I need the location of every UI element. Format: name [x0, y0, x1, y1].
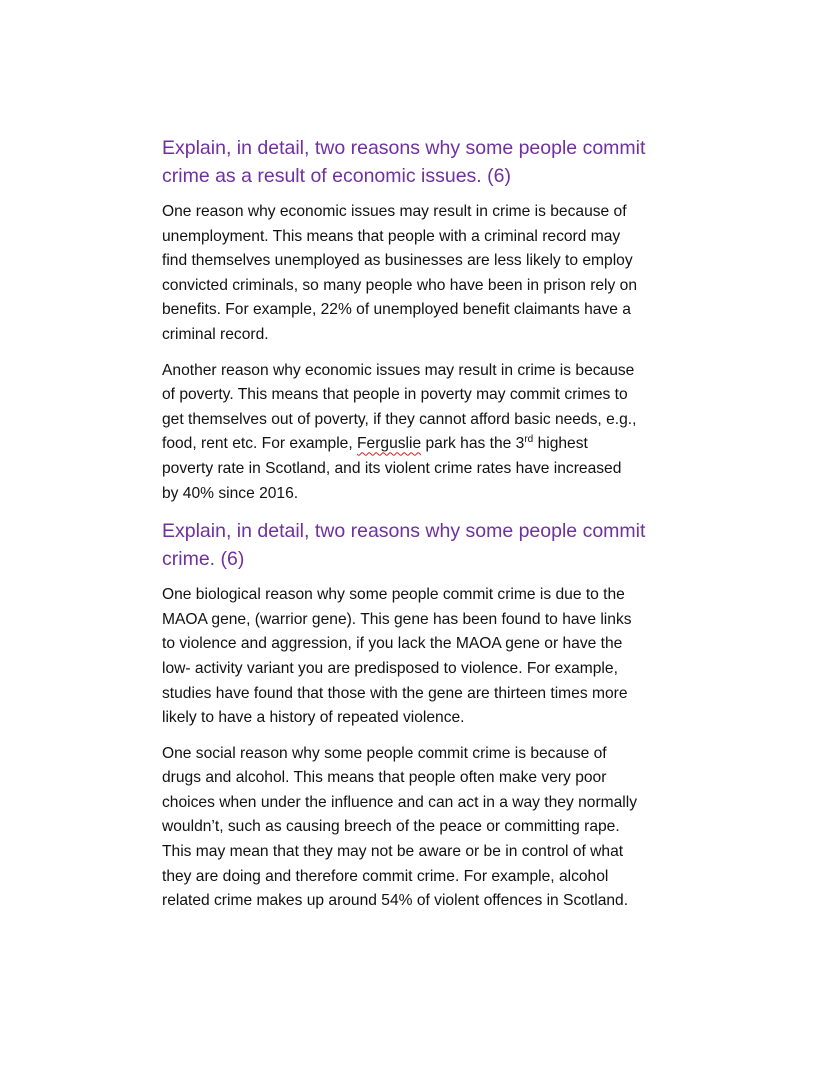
- heading-line: crime. (6): [162, 548, 245, 571]
- text-line: This may mean that they may not be aware or be in control of what: [162, 843, 624, 861]
- text-line: to violence and aggression, if you lack the MAOA gene or have the: [162, 635, 623, 653]
- answer-paragraph-unemployment: [162, 200, 722, 348]
- question-heading-1: [162, 134, 722, 190]
- heading-line: Explain, in detail, two reasons why some people commit: [162, 520, 646, 543]
- text-line: criminal record.: [162, 325, 269, 343]
- document-page: [162, 134, 722, 925]
- text-line: Another reason why economic issues may result in crime is because: [162, 361, 635, 379]
- text-line: [162, 432, 722, 457]
- text-line: studies have found that those with the gene are thirteen times more: [162, 684, 628, 702]
- text-line: choices when under the influence and can act in a way they normally: [162, 793, 638, 811]
- text-line: One biological reason why some people commit crime is due to the: [162, 586, 625, 604]
- text-line: benefits. For example, 22% of unemployed benefit claimants have a: [162, 301, 631, 319]
- text-line: wouldn’t, such as causing breech of the peace or committing rape.: [162, 818, 620, 836]
- text-line: related crime makes up around 54% of violent offences in Scotland.: [162, 892, 629, 910]
- heading-line: crime as a result of economic issues. (6): [162, 165, 511, 187]
- text-line: find themselves unemployed as businesses are less likely to employ: [162, 252, 633, 270]
- text-fragment: food, rent etc. For example,: [162, 435, 358, 453]
- text-line: convicted criminals, so many people who have been in prison rely on: [162, 276, 638, 294]
- text-line: unemployment. This means that people with a criminal record may: [162, 227, 621, 245]
- text-line: drugs and alcohol. This means that people often make very poor: [162, 769, 607, 787]
- text-line: of poverty. This means that people in poverty may commit crimes to: [162, 386, 628, 404]
- text-line: MAOA gene, (warrior gene). This gene has been found to have links: [162, 610, 632, 628]
- text-line: low- activity variant you are predisposed to violence. For example,: [162, 659, 618, 677]
- text-line: they are doing and therefore commit crime. For example, alcohol: [162, 867, 609, 885]
- text-line: likely to have a history of repeated violence.: [162, 709, 465, 727]
- answer-paragraph-alcohol: [162, 742, 722, 914]
- superscript: rd: [524, 434, 534, 446]
- text-line: One reason why economic issues may result in crime is because of: [162, 203, 627, 220]
- text-fragment: highest: [533, 435, 588, 453]
- text-fragment: park has the 3: [421, 435, 525, 453]
- text-line: get themselves out of poverty, if they cannot afford basic needs, e.g.,: [162, 410, 637, 428]
- text-line: poverty rate in Scotland, and its violent crime rates have increased: [162, 459, 622, 477]
- heading-line: Explain, in detail, two reasons why some people commit: [162, 137, 646, 159]
- question-heading-2: [162, 517, 722, 573]
- answer-paragraph-poverty: [162, 359, 722, 507]
- text-line: One social reason why some people commit crime is because of: [162, 744, 607, 762]
- text-line: by 40% since 2016.: [162, 484, 299, 502]
- misspelled-word[interactable]: Ferguslie: [357, 435, 422, 453]
- answer-paragraph-maoa: [162, 583, 722, 731]
